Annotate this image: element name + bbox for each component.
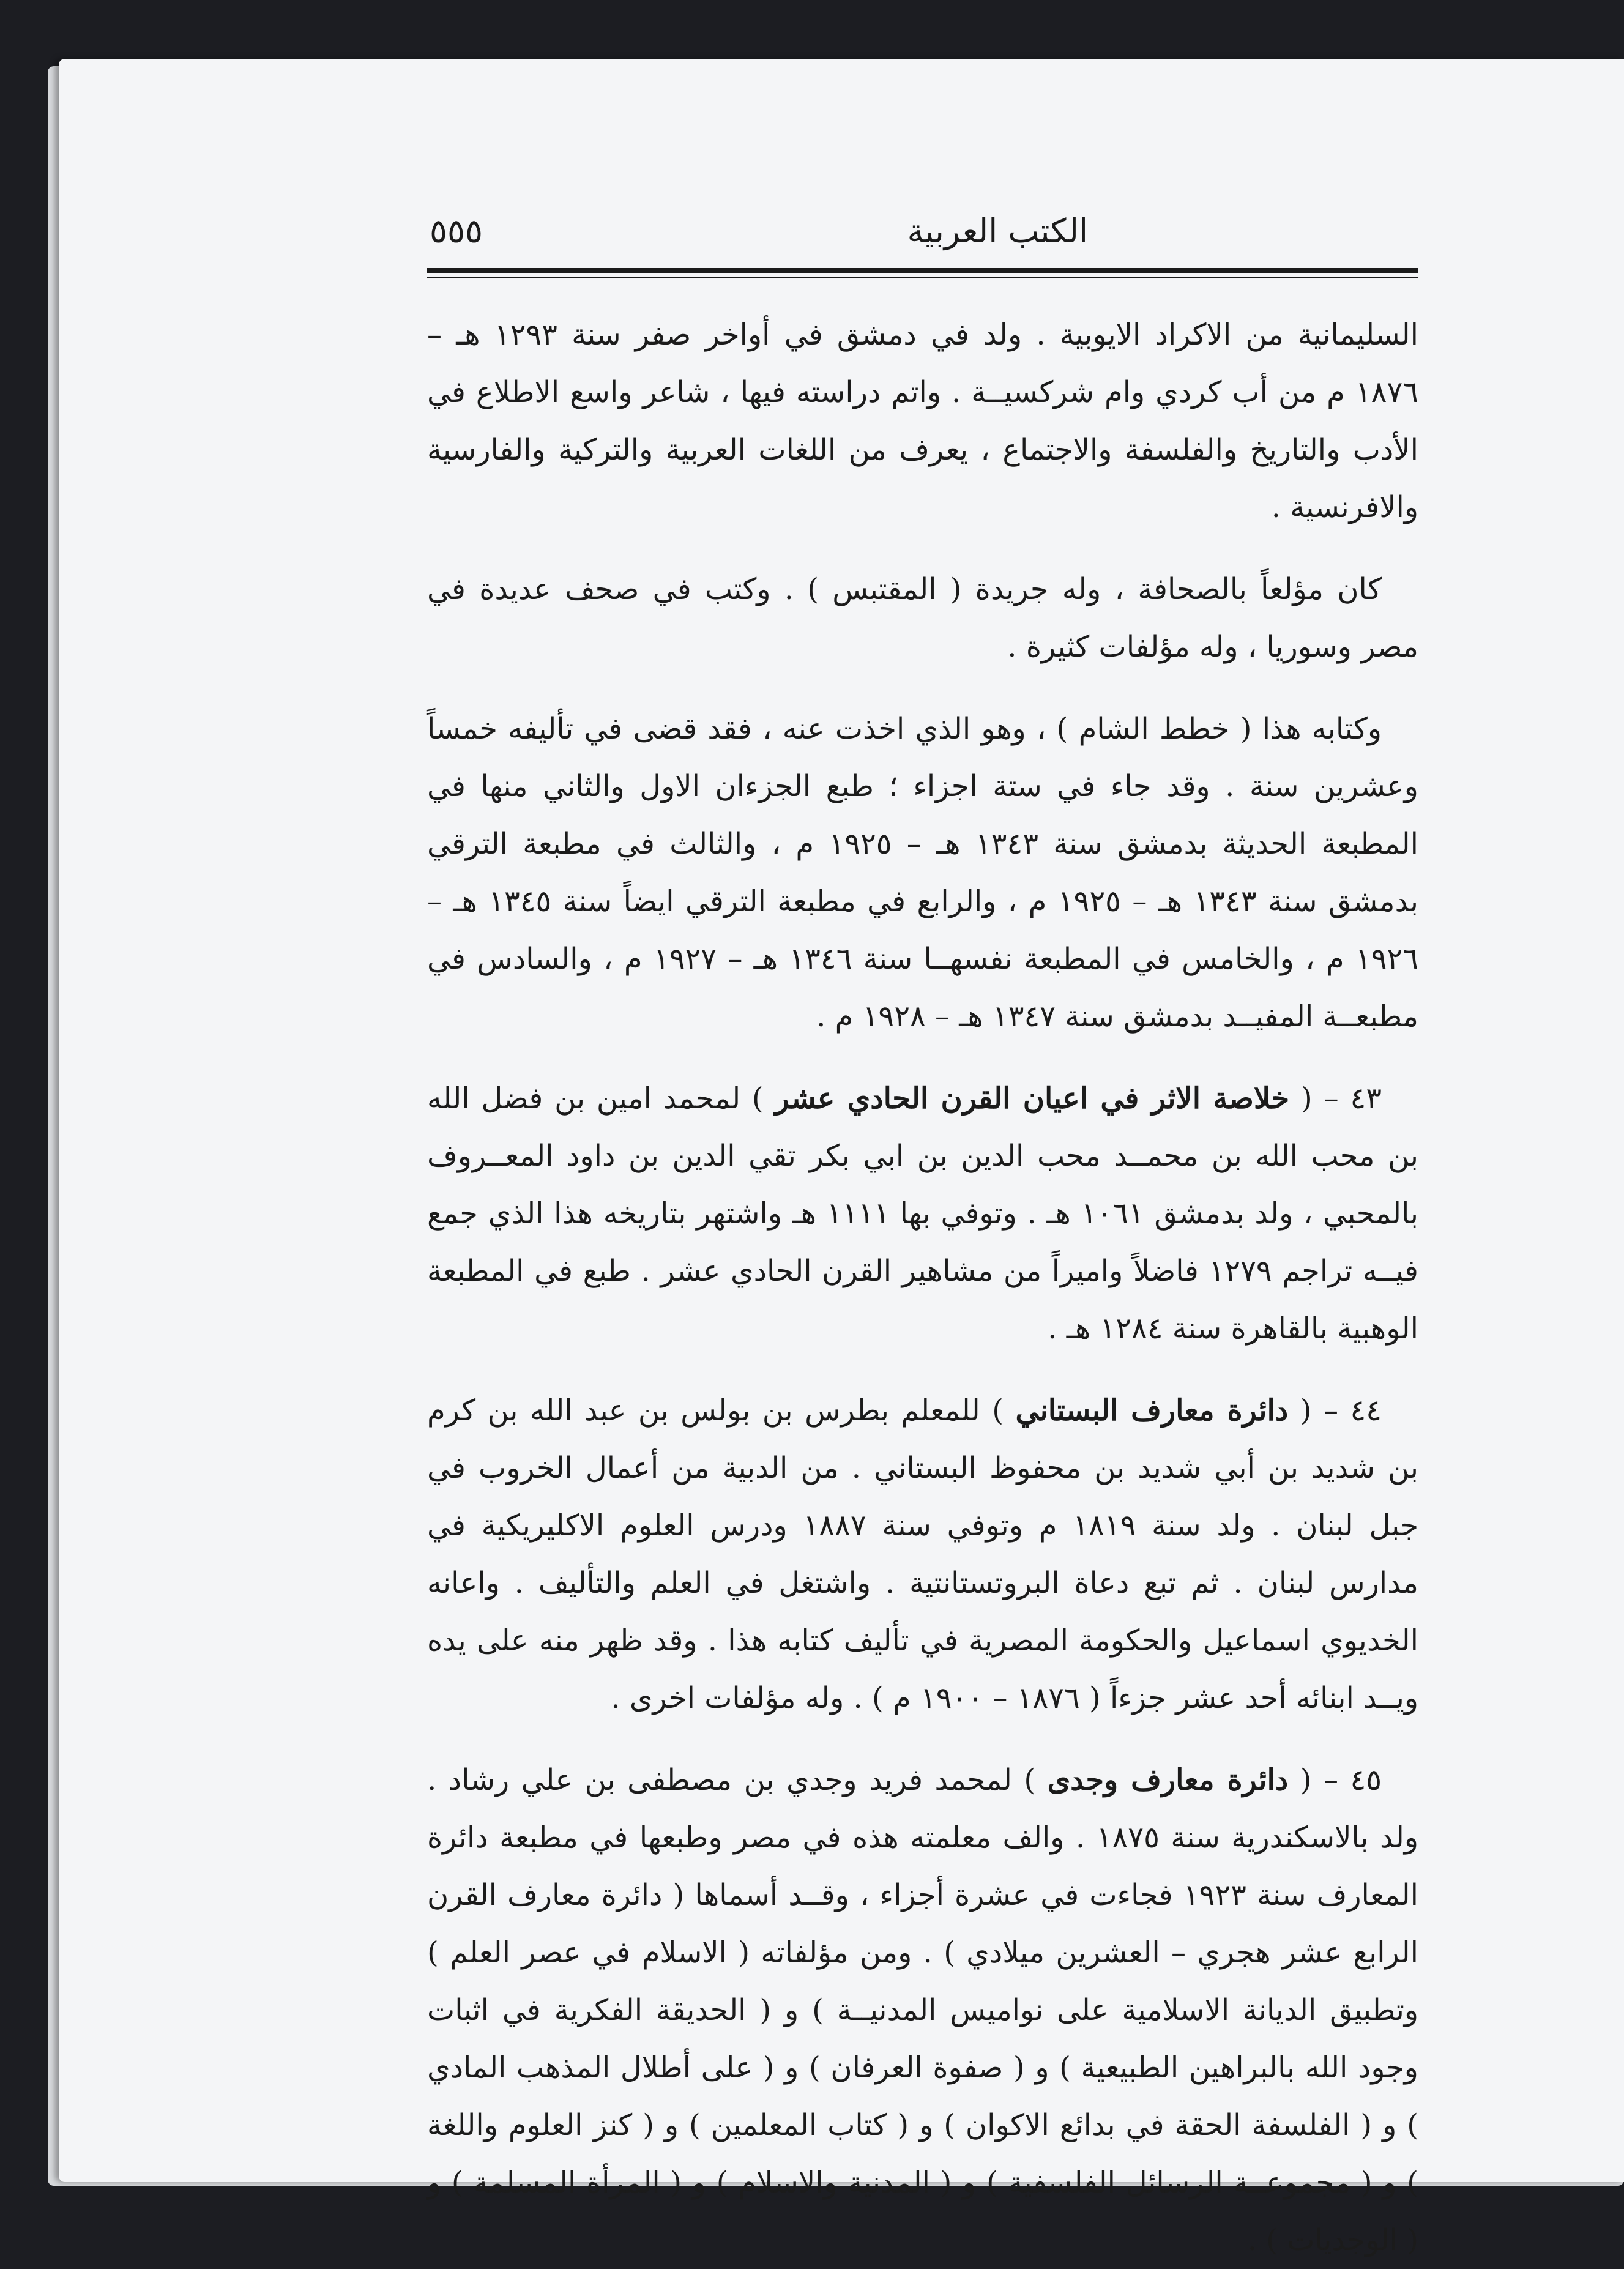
header-rule-thick <box>427 268 1418 273</box>
entry-title: دائرة معارف وجدى <box>1047 1763 1289 1797</box>
header-rule-thin <box>427 277 1418 278</box>
page-body <box>427 306 1419 2257</box>
entry-43 <box>427 1070 1418 1357</box>
paragraph-text: وكتابه هذا ( خطط الشام ) ، وهو الذي اخذت عنه ، فقد قضى في تأليفه خمساً وعشرين سنة . وقد جاء في ستة اجزاء ؛ طبع الجزءان الاول والثاني منها في المطبعة الحديثة بدمشق سنة ١٣٤٣ هـ – ١٩٢٥ م ، والثالث في مطبعة الترقي بدمشق سنة ١٣٤٣ هـ – ١٩٢٥ م ، والرابع في مطبعة الترقي ايضاً سنة ١٣٤٥ هـ – ١٩٢٦ م ، والخامس في المطبعة نفسهــا سنة ١٣٤٦ هـ – ١٩٢٧ م ، والسادس في مطبعــة المفيــد بدمشق سنة ١٣٤٧ هـ – ١٩٢٨ م . <box>427 712 1419 1034</box>
paragraph-text: كان مؤلعاً بالصحافة ، وله جريدة ( المقتبس ) . وكتب في صحف عديدة في مصر وسوريا ، وله مؤلفات كثيرة . <box>427 572 1418 664</box>
paragraph-text: السليمانية من الاكراد الايوبية . ولد في دمشق في أواخر صفر سنة ١٢٩٣ هـ – ١٨٧٦ م من أب كردي وام شركسيــة . واتم دراسته فيها ، شاعر واسع الاطلاع في الأدب والتاريخ والفلسفة والاجتماع ، يعرف من اللغات العربية والتركية والفارسية والافرنسية . <box>427 318 1419 524</box>
entry-text: ) لمحمد امين بن فضل الله بن محب الله بن محمــد محب الدين بن ابي بكر تقي الدين بن داود المعــروف بالمحبي ، ولد بدمشق ١٠٦١ هـ . وتوفي بها ١١١١ هـ واشتهر بتاريخه هذا الذي جمع فيــه تراجم ١٢٧٩ فاضلاً واميراً من مشاهير القرن الحادي عشر . طبع في المطبعة الوهبية بالقاهرة سنة ١٢٨٤ هـ . <box>427 1081 1419 1346</box>
entry-title: دائرة معارف البستاني <box>1015 1393 1289 1428</box>
entry-44 <box>427 1382 1418 1727</box>
running-header <box>427 207 1418 268</box>
entry-text: ) لمحمد فريد وجدي بن مصطفى بن علي رشاد . ولد بالاسكندرية سنة ١٨٧٥ . والف معلمته هذه في مصر وطبعها في مطبعة دائرة المعارف سنة ١٩٢٣ فجاءت في عشرة أجزاء ، وقــد أسماها ( دائرة معارف القرن الرابع عشر هجري – العشرين ميلادي ) . ومن مؤلفاته ( الاسلام في عصر العلم ) وتطبيق الديانة الاسلامية على نواميس المدنيــة ) و ( الحديقة الفكرية في اثبات وجود الله بالبراهين الطبيعية ) و ( صفوة العرفان ) و ( على أطلال المذهب المادي ) و ( الفلسفة الحقة في بدائع الاكوان ) و ( كتاب المعلمين ) و ( كنز العلوم واللغة ) و ( مجموعــة الرسائل الفلسفية ) و ( المدنية والاسلام ) و ( المرأة المسلمة ) و ( الوجديات ) . <box>427 1763 1419 2257</box>
entry-number: ٤٣ – ( <box>1289 1081 1382 1116</box>
entry-title: خلاصة الاثر في اعيان القرن الحادي عشر <box>775 1081 1290 1116</box>
entry-number: ٤٥ – ( <box>1288 1763 1382 1797</box>
paragraph-continued <box>427 306 1418 536</box>
paragraph <box>427 700 1418 1045</box>
page-number: ٥٥٥ <box>430 212 483 250</box>
paragraph <box>427 561 1418 676</box>
entry-number: ٤٤ – ( <box>1288 1393 1382 1428</box>
running-header-title: الكتب العربية <box>907 212 1088 250</box>
entry-text: ) للمعلم بطرس بن بولس بن عبد الله بن كرم بن شديد بن أبي شديد بن محفوظ البستاني . من الدبية من أعمال الخروب في جبل لبنان . ولد سنة ١٨١٩ م وتوفي سنة ١٨٨٧ ودرس العلوم الاكليريكية في مدارس لبنان . ثم تبع دعاة البروتستانتية . واشتغل في العلم والتأليف . واعانه الخديوي اسماعيل والحكومة المصرية في تأليف كتابه هذا . وقد ظهر منه على يده ويــد ابنائه أحد عشر جزءاً ( ١٨٧٦ – ١٩٠٠ م ) . وله مؤلفات اخرى . <box>427 1393 1418 1715</box>
entry-45 <box>427 1751 1418 2269</box>
